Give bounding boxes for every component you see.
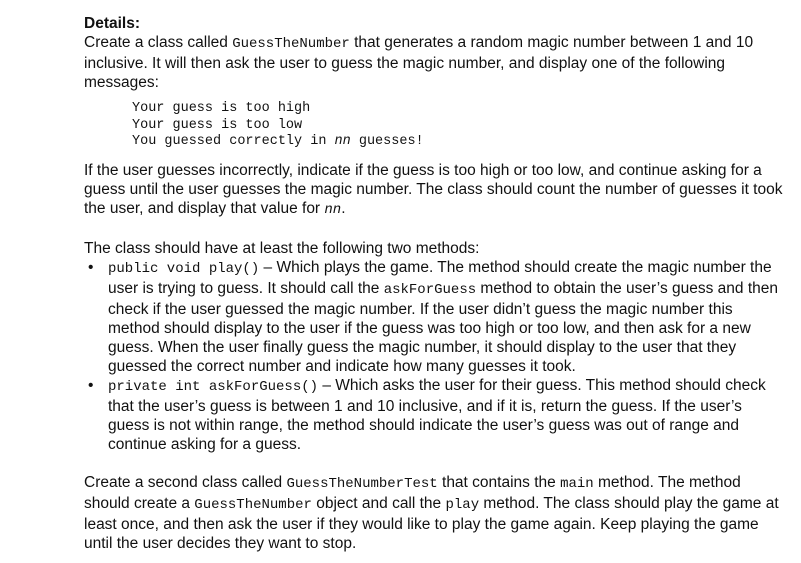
para2-end: . xyxy=(341,199,346,217)
para2-text: If the user guesses incorrectly, indicate if the guess is too high or too low, and continue asking for a guess until the user guesses the magic number. The class should count the number of guesses it took the user, and display that value for xyxy=(84,161,783,217)
para3-text-4: object and call the xyxy=(311,494,446,512)
play-method-signature: public void play() xyxy=(108,260,260,277)
message-too-high: Your guess is too high xyxy=(132,101,311,116)
para3-text-1: Create a second class called xyxy=(84,473,287,491)
para3-text-5: method. The class should play the game at least once, and then ask the user if they would like to play the game again. Keep playing the game until the user decides they want to stop. xyxy=(84,494,779,552)
para3-text-2: that contains the xyxy=(437,473,561,491)
incorrect-guess-paragraph xyxy=(84,161,784,220)
play-method-text-1: – Which plays the game. The method should create the magic number the user is trying to guess. It should call the xyxy=(108,258,772,297)
test-class-name-code: GuessTheNumberTest xyxy=(286,475,438,492)
class-name-code: GuessTheNumber xyxy=(232,36,350,52)
ask-method-signature: private int askForGuess() xyxy=(108,378,319,395)
message-list xyxy=(132,101,784,151)
class-name-code-2: GuessTheNumber xyxy=(194,496,312,513)
play-method-text-2: method to obtain the user’s guess and then check if the user guessed the magic number. If the user didn’t guess the magic number this method should display to the user if the guess was too high or too low, and then ask for a new guess. When the user finally guess the magic number, it should display to the user that they guessed the correct number and indicate how many guesses it took. xyxy=(108,279,779,375)
ask-for-guess-code: askForGuess xyxy=(383,281,477,298)
second-class-paragraph xyxy=(84,473,784,553)
message-correct xyxy=(132,134,784,151)
ask-method-text: – Which asks the user for their guess. This method should check that the user’s guess is between 1 and 10 inclusive, and if it is, return the guess. If the user’s guess is not within range, the method should indicate the user’s guess was out of range and continue asking for a guess. xyxy=(108,376,766,453)
method-list xyxy=(84,258,784,454)
main-method-code: main xyxy=(560,475,594,492)
bullet-icon: • xyxy=(88,258,94,276)
message-correct-prefix: You guessed correctly in xyxy=(132,134,335,149)
intro-text-2: that generates a random magic number between 1 and 10 inclusive. It will then ask the user to guess the magic number, and display one of the following messages: xyxy=(84,34,754,91)
assignment-document xyxy=(84,14,784,553)
bullet-icon: • xyxy=(88,376,94,394)
list-item-play-method xyxy=(84,258,784,376)
para2-variable: nn xyxy=(324,201,342,218)
details-heading: Details: xyxy=(84,15,140,32)
methods-intro: The class should have at least the following two methods: xyxy=(84,239,480,257)
message-correct-variable: nn xyxy=(334,134,351,149)
list-item-ask-method xyxy=(84,376,784,454)
play-code: play xyxy=(445,496,480,513)
message-too-low: Your guess is too low xyxy=(132,117,303,133)
message-correct-suffix: guesses! xyxy=(350,134,424,149)
intro-text-1: Create a class called xyxy=(84,34,233,51)
intro-paragraph xyxy=(84,33,784,92)
para3-text-3: method. The method should create a xyxy=(84,473,741,512)
